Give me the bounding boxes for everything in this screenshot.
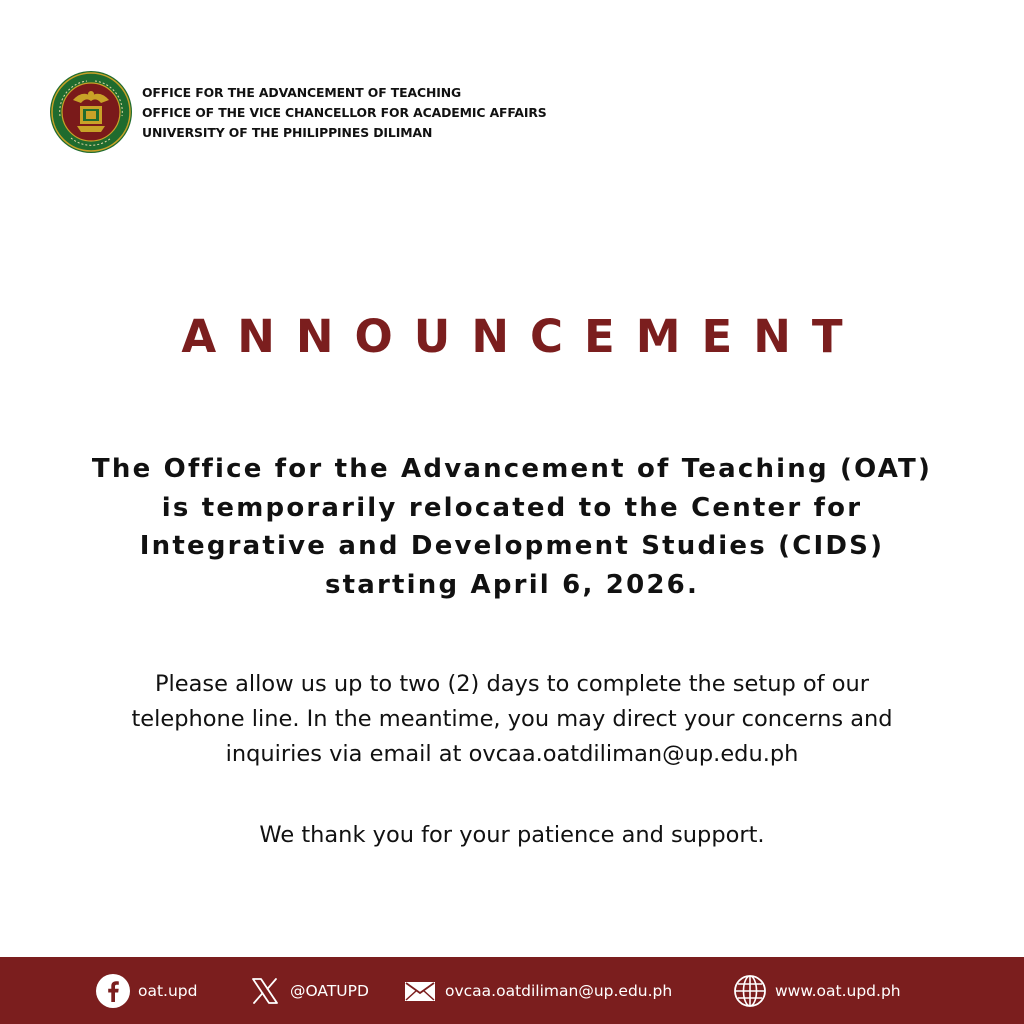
office-line-oat: OFFICE FOR THE ADVANCEMENT OF TEACHING: [142, 84, 462, 100]
thank-you-message: We thank you for your patience and support.: [259, 822, 765, 848]
globe-icon: [733, 974, 767, 1008]
x-logo-icon: [248, 974, 282, 1008]
notice-line: Please allow us up to two (2) days to complete the setup of our: [154, 671, 870, 697]
envelope-icon: [403, 974, 437, 1008]
announcement-title: ANNOUNCEMENT: [181, 310, 864, 363]
footer-x[interactable]: [248, 957, 369, 1024]
x-handle: @OATUPD: [290, 981, 369, 1000]
footer-facebook[interactable]: [96, 957, 198, 1024]
header: [49, 70, 547, 154]
telephone-notice: [60, 667, 964, 772]
office-line-ovcaa: OFFICE OF THE VICE CHANCELLOR FOR ACADEMIC AFFAIRS: [142, 104, 547, 120]
relocation-line: Integrative and Development Studies (CIDS): [139, 531, 885, 561]
facebook-handle: oat.upd: [138, 981, 198, 1000]
footer-bar: [0, 957, 1024, 1024]
relocation-statement: [40, 450, 984, 604]
notice-line: inquiries via email at ovcaa.oatdiliman@up.edu.ph: [225, 741, 799, 767]
relocation-line: is temporarily relocated to the Center for: [161, 492, 863, 523]
office-line-upd: UNIVERSITY OF THE PHILIPPINES DILIMAN: [142, 124, 433, 140]
office-lines: [142, 83, 547, 143]
relocation-line: The Office for the Advancement of Teaching (OAT): [91, 454, 933, 484]
website-url: www.oat.upd.ph: [775, 981, 901, 1000]
email-address: ovcaa.oatdiliman@up.edu.ph: [445, 981, 673, 1000]
relocation-line: starting April 6, 2026.: [324, 569, 700, 600]
footer-email[interactable]: [403, 957, 672, 1024]
footer-website[interactable]: [733, 957, 901, 1024]
facebook-icon: [96, 974, 130, 1008]
university-seal-icon: [49, 70, 133, 154]
notice-line: telephone line. In the meantime, you may direct your concerns and: [131, 706, 893, 732]
